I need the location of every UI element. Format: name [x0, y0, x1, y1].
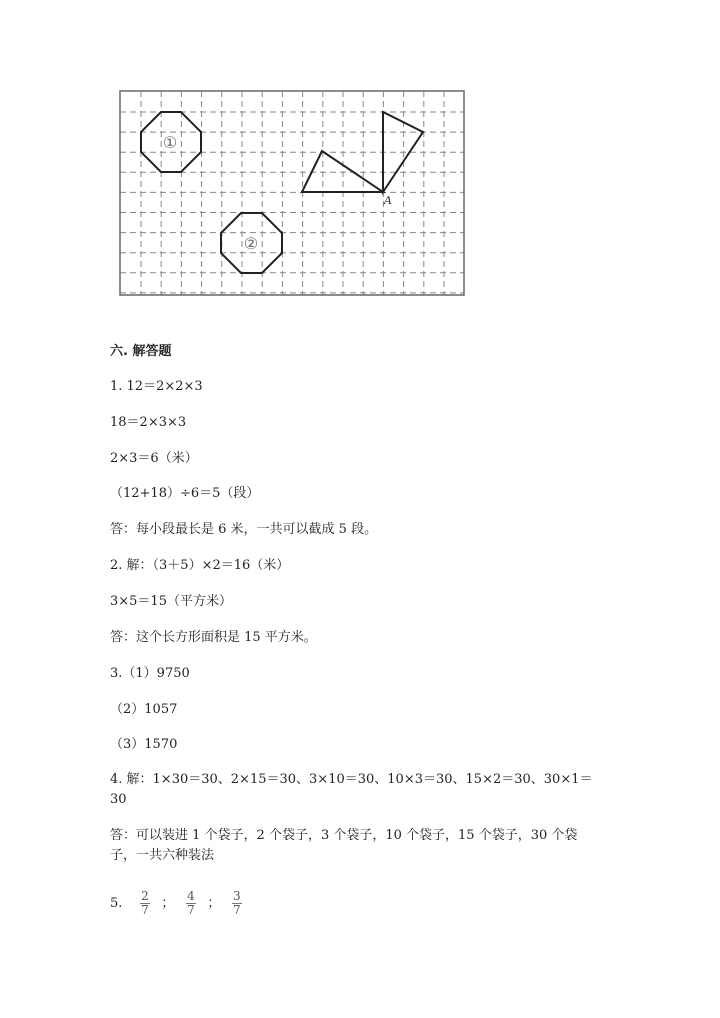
numerator: 4 — [187, 889, 195, 903]
q1-line: 18＝2×3×3 — [110, 415, 187, 430]
q1-line: 1. 12＝2×2×3 — [110, 379, 203, 394]
section-title: 六. 解答题 — [110, 344, 172, 359]
q1-line: 2×3＝6（米） — [110, 451, 198, 466]
numerator: 3 — [232, 889, 241, 903]
fraction — [186, 890, 196, 917]
q2-line: 2. 解：（3＋5）×2＝16（米） — [110, 558, 290, 573]
grid-figure — [0, 0, 720, 320]
numerator: 2 — [141, 889, 149, 903]
q3-line: （3）1570 — [110, 737, 178, 752]
q3-line: （2）1057 — [110, 702, 178, 717]
separator: ； — [207, 896, 221, 911]
grid-border — [120, 91, 464, 295]
octagon-1-label: ① — [162, 133, 178, 152]
separator: ； — [161, 896, 175, 911]
q3-line: 3.（1）9750 — [110, 666, 190, 681]
q5-label: 5. — [110, 896, 123, 911]
denominator: 7 — [187, 903, 195, 917]
q5-line — [110, 890, 242, 917]
q2-answer: 答：这个长方形面积是 15 平方米。 — [110, 630, 317, 645]
denominator: 7 — [232, 903, 241, 917]
fraction — [140, 890, 150, 917]
point-a-label: A — [384, 194, 392, 207]
q4-answer: 子，一共六种装法 — [110, 848, 215, 863]
q2-line: 3×5＝15（平方米） — [110, 594, 232, 609]
q1-answer: 答：每小段最长是 6 米，一共可以截成 5 段。 — [110, 522, 378, 537]
q4-line: 4. 解：1×30＝30、2×15＝30、3×10＝30、10×3＝30、15×2＝30、30×1＝ — [110, 772, 593, 787]
denominator: 7 — [141, 903, 149, 917]
fraction — [232, 890, 242, 917]
q4-answer: 答：可以装进 1 个袋子，2 个袋子，3 个袋子，10 个袋子，15 个袋子，30 个袋 — [110, 828, 578, 843]
octagon-2-label: ② — [243, 234, 259, 253]
q1-line: （12+18）÷6＝5（段） — [110, 486, 260, 501]
q4-line: 30 — [110, 792, 127, 807]
